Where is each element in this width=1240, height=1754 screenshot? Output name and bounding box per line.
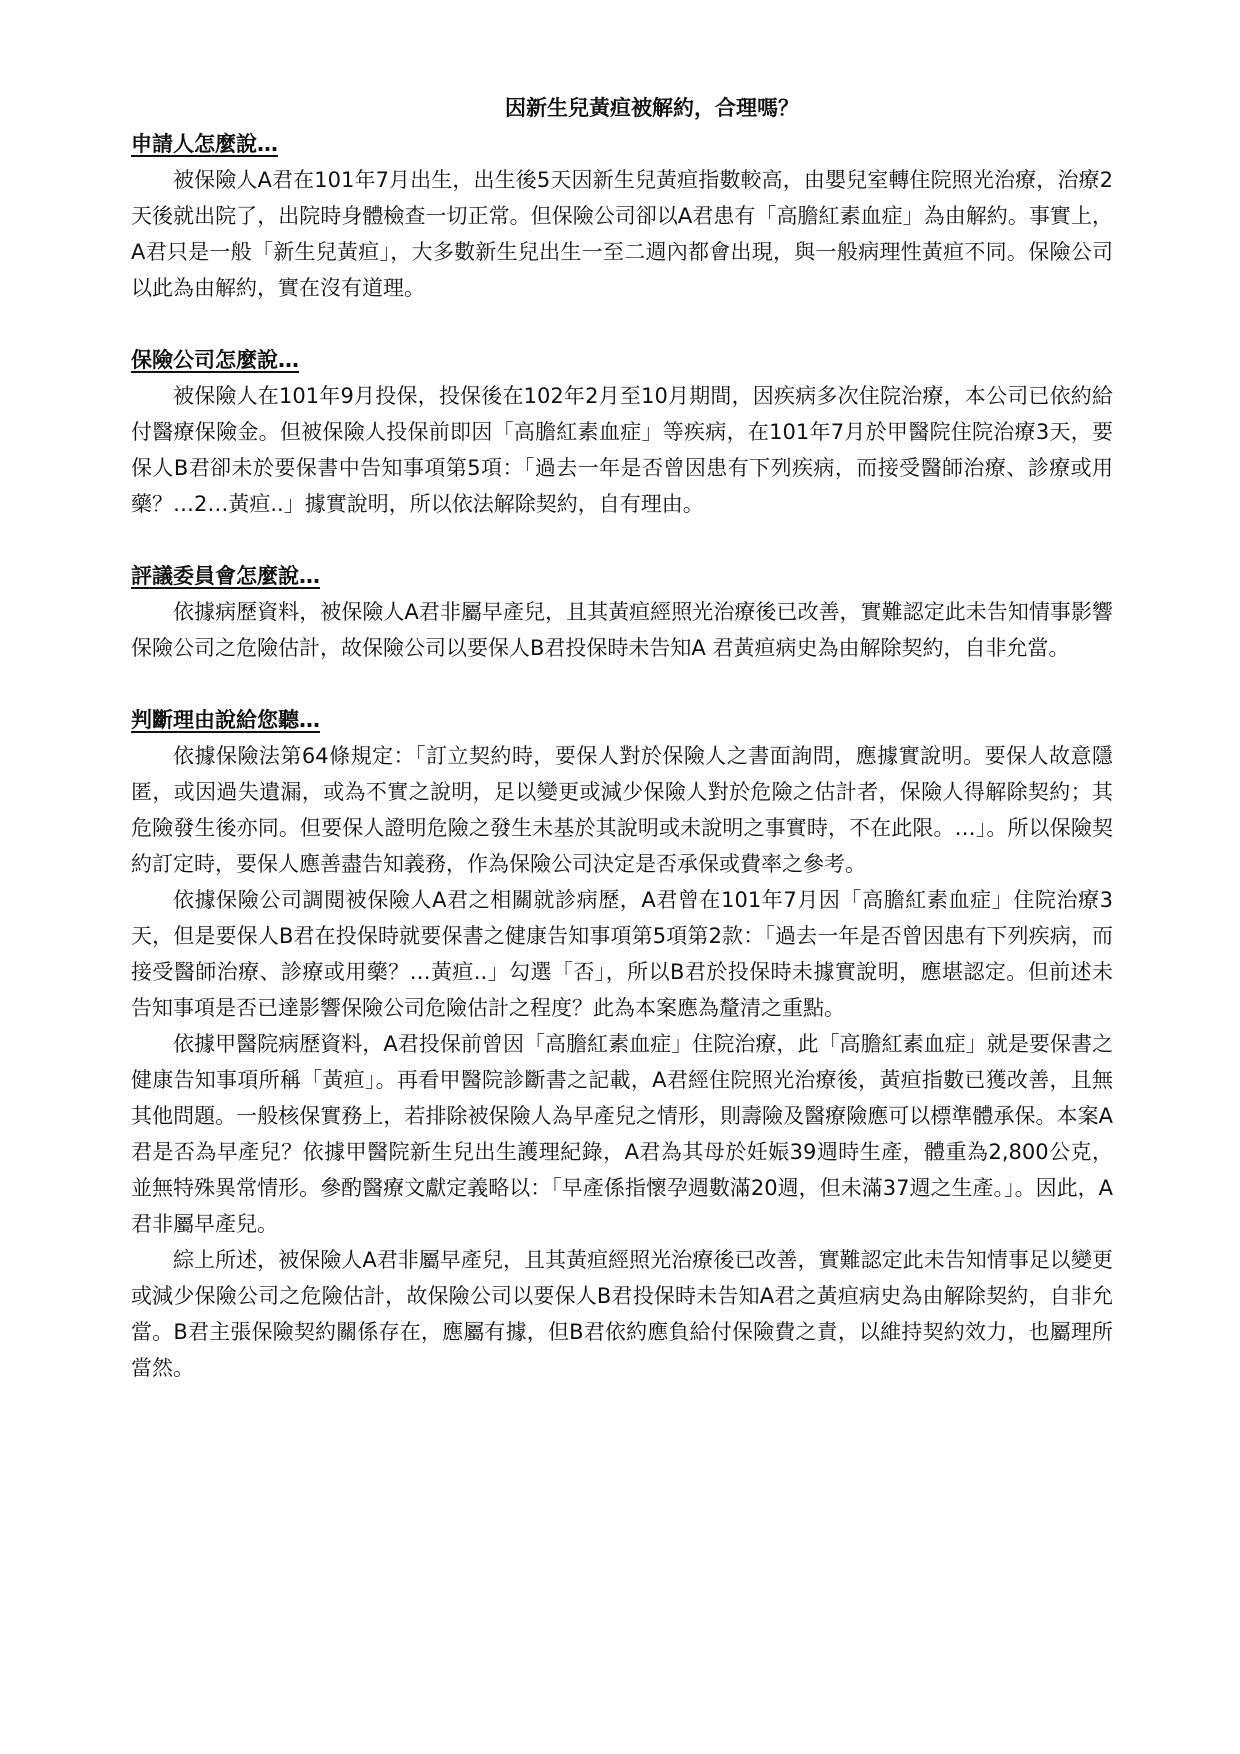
- section-applicant: [131, 126, 1113, 306]
- paragraph: 被保險人在101年9月投保，投保後在102年2月至10月期間，因疾病多次住院治療，本公司已依約給付醫療保險金。但被保險人投保前即因「高膽紅素血症」等疾病，在101年7月於甲醫院住院治療3天，要保人B君卻未於要保書中告知事項第5項：「過去一年是否曾因患有下列疾病，而接受醫師治療、診療或用藥？…2…黃疸..」據實說明，所以依法解除契約，自有理由。: [131, 384, 1113, 516]
- section-heading-committee: 評議委員會怎麼說…: [131, 564, 320, 588]
- spacer: [131, 522, 1113, 558]
- spacer: [131, 306, 1113, 342]
- paragraph: 依據保險公司調閱被保險人A君之相關就診病歷，A君曾在101年7月因「高膽紅素血症」住院治療3天，但是要保人B君在投保時就要保書之健康告知事項第5項第2款：「過去一年是否曾因患有下列疾病，而接受醫師治療、診療或用藥？…黃疸..」勾選「否」，所以B君於投保時未據實說明，應堪認定。但前述未告知事項是否已達影響保險公司危險估計之程度？此為本案應為釐清之重點。: [131, 888, 1113, 1020]
- paragraph: 依據病歷資料，被保險人A君非屬早產兒，且其黃疸經照光治療後已改善，實難認定此未告知情事影響保險公司之危險估計，故保險公司以要保人B君投保時未告知A 君黃疸病史為由解除契約，自非允當。: [131, 600, 1113, 660]
- section-committee: [131, 558, 1113, 666]
- section-insurer: [131, 342, 1113, 522]
- section-heading-reasoning: 判斷理由說給您聽…: [131, 708, 320, 732]
- document-title: 因新生兒黃疸被解約，合理嗎？: [505, 96, 799, 120]
- paragraph: 綜上所述，被保險人A君非屬早產兒，且其黃疸經照光治療後已改善，實難認定此未告知情事足以變更或減少保險公司之危險估計，故保險公司以要保人B君投保時未告知A君之黃疸病史為由解除契約，自非允當。B君主張保險契約關係存在，應屬有據，但B君依約應負給付保險費之責，以維持契約效力，也屬理所當然。: [131, 1248, 1113, 1380]
- section-heading-applicant: 申請人怎麼說…: [131, 132, 278, 156]
- paragraph: 被保險人A君在101年7月出生，出生後5天因新生兒黃疸指數較高，由嬰兒室轉住院照光治療，治療2天後就出院了，出院時身體檢查一切正常。但保險公司卻以A君患有「高膽紅素血症」為由解約。事實上，A君只是一般「新生兒黃疸」，大多數新生兒出生一至二週內都會出現，與一般病理性黃疸不同。保險公司以此為由解約，實在沒有道理。: [131, 168, 1113, 300]
- paragraph: 依據甲醫院病歷資料，A君投保前曾因「高膽紅素血症」住院治療，此「高膽紅素血症」就是要保書之健康告知事項所稱「黃疸」。再看甲醫院診斷書之記載，A君經住院照光治療後，黃疸指數已獲改善，且無其他問題。一般核保實務上，若排除被保險人為早產兒之情形，則壽險及醫療險應可以標準體承保。本案A君是否為早產兒？依據甲醫院新生兒出生護理紀錄，A君為其母於妊娠39週時生產，體重為2,800公克，並無特殊異常情形。參酌醫療文獻定義略以：「早產係指懷孕週數滿20週，但未滿37週之生產。」。因此，A君非屬早產兒。: [131, 1032, 1113, 1236]
- section-heading-insurer: 保險公司怎麼說…: [131, 348, 299, 372]
- paragraph: 依據保險法第64條規定：「訂立契約時，要保人對於保險人之書面詢問，應據實說明。要保人故意隱匿，或因過失遺漏，或為不實之說明，足以變更或減少保險人對於危險之估計者，保險人得解除契約；其危險發生後亦同。但要保人證明危險之發生未基於其說明或未說明之事實時，不在此限。…」。所以保險契約訂定時，要保人應善盡告知義務，作為保險公司決定是否承保或費率之參考。: [131, 744, 1113, 876]
- document-page: [131, 90, 1113, 1386]
- section-reasoning: [131, 702, 1113, 1386]
- spacer: [131, 666, 1113, 702]
